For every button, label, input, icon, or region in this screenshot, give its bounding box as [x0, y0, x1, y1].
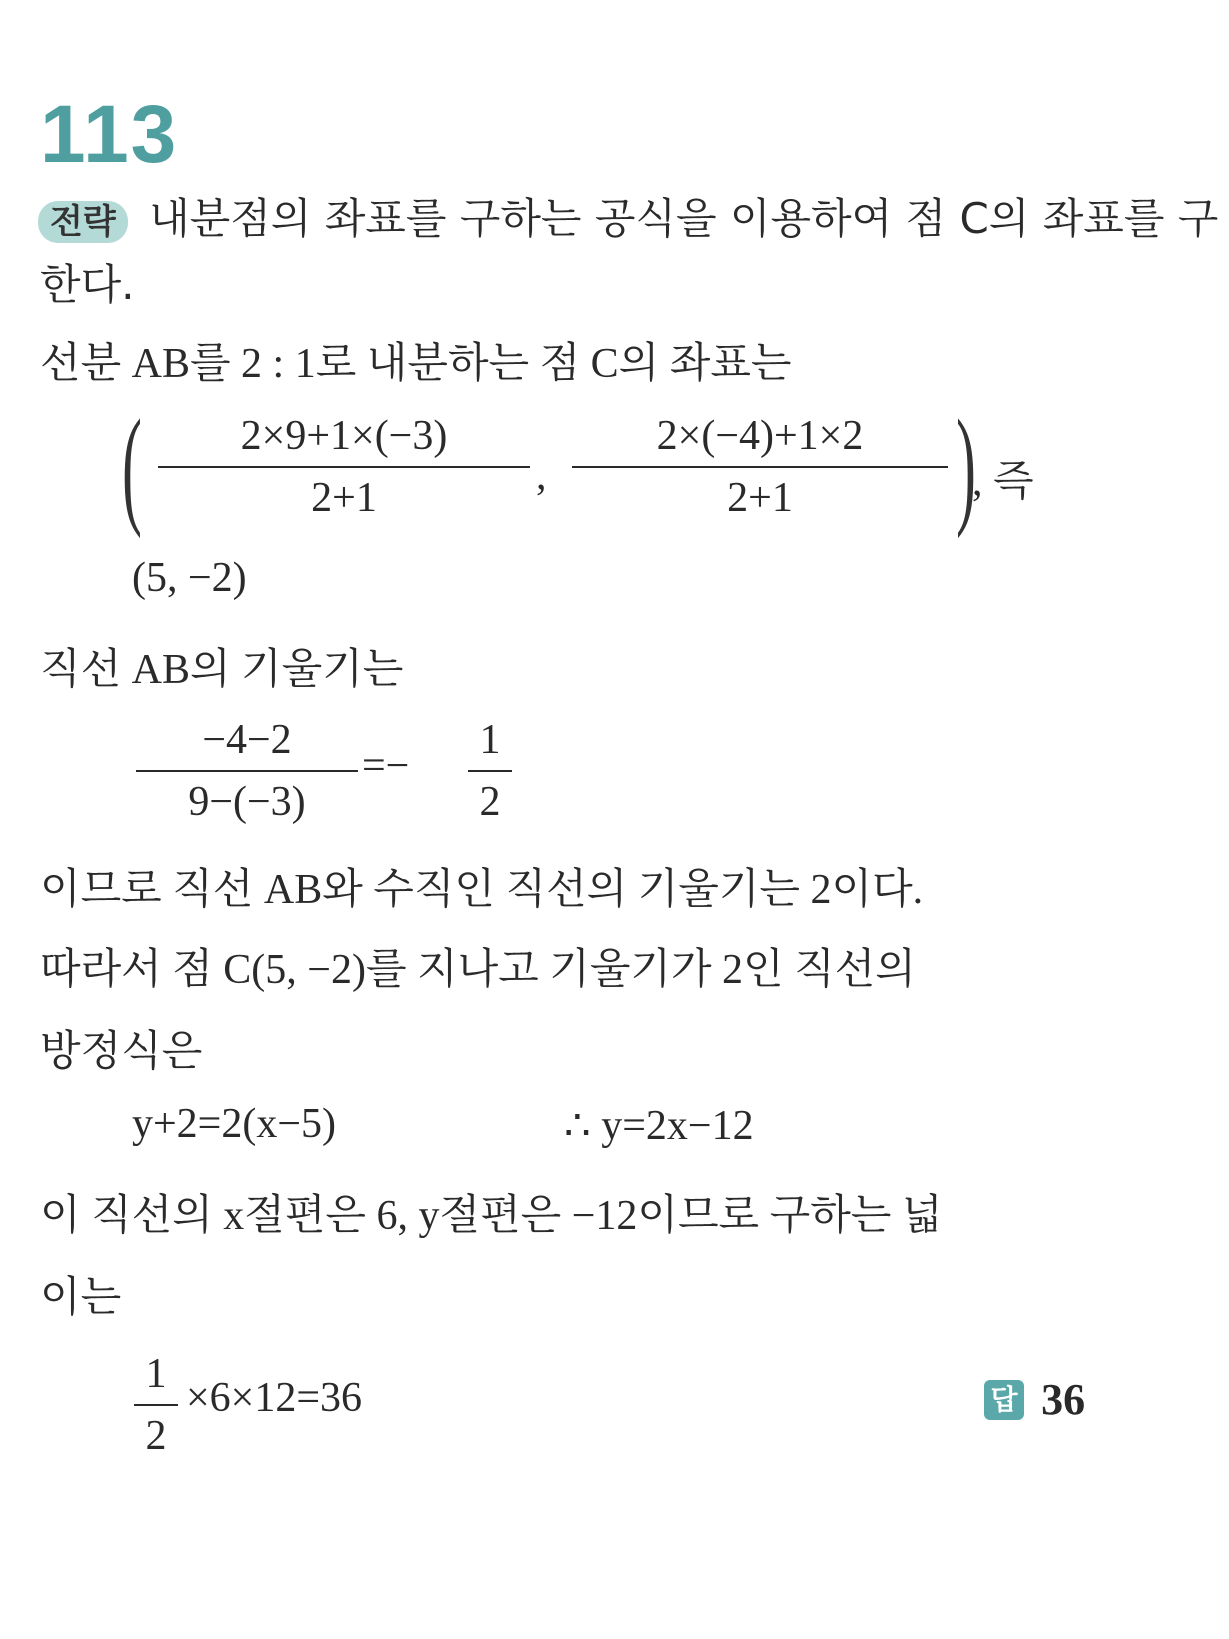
answer-badge: 답: [984, 1380, 1024, 1420]
solution-line-3: 이므로 직선 AB와 수직인 직선의 기울기는 2이다.: [40, 867, 924, 913]
solution-line-5: 방정식은: [40, 1029, 203, 1075]
close-paren: ): [956, 392, 976, 539]
slope-result-fraction: [468, 716, 512, 826]
strategy-line-1: [38, 186, 1218, 246]
fraction-y-numerator: 2×(−4)+1×2: [656, 413, 864, 459]
area-denominator: 2: [145, 1413, 167, 1459]
fraction-x: [158, 412, 530, 522]
point-c-coordinate: (5, −2): [132, 555, 247, 601]
solution-line-4: 따라서 점 C(5, −2)를 지나고 기울기가 2인 직선의: [40, 947, 916, 993]
solution-line-7: 이는: [40, 1275, 122, 1321]
comma: ,: [536, 453, 547, 499]
slope-numerator: −4−2: [202, 717, 292, 763]
fraction-x-numerator: 2×9+1×(−3): [240, 413, 448, 459]
namely-text: , 즉: [972, 459, 1034, 505]
line-equation-result: ∴ y=2x−12: [564, 1103, 754, 1149]
line-equation: y+2=2(x−5): [132, 1101, 337, 1147]
solution-line-1: 선분 AB를 2 : 1로 내분하는 점 C의 좌표는: [40, 341, 792, 387]
fraction-y-denominator: 2+1: [727, 475, 793, 521]
slope-result-bar: [468, 770, 512, 772]
strategy-badge: 전략: [38, 201, 128, 243]
area-bar: [134, 1404, 178, 1406]
slope-fraction: [136, 716, 358, 826]
open-paren: (: [122, 392, 142, 539]
problem-number: 113: [40, 89, 179, 180]
strategy-text-1: 내분점의 좌표를 구하는 공식을 이용하여 점 C의 좌표를 구: [149, 194, 1219, 243]
fraction-y-bar: [572, 466, 948, 468]
solution-line-6: 이 직선의 x절편은 6, y절편은 −12이므로 구하는 넓: [40, 1193, 943, 1239]
slope-result-denominator: 2: [479, 779, 501, 825]
area-fraction: [134, 1350, 178, 1460]
solution-line-2: 직선 AB의 기울기는: [40, 647, 404, 693]
fraction-x-bar: [158, 466, 530, 468]
slope-equals: =−: [362, 743, 410, 789]
slope-denominator: 9−(−3): [188, 779, 306, 825]
area-numerator: 1: [145, 1351, 167, 1397]
slope-bar: [136, 770, 358, 772]
fraction-y: [572, 412, 948, 522]
fraction-x-denominator: 2+1: [311, 475, 377, 521]
slope-result-numerator: 1: [479, 717, 501, 763]
answer-value: 36: [1041, 1375, 1086, 1424]
strategy-text-2: 한다.: [40, 260, 135, 309]
area-expression: ×6×12=36: [186, 1375, 363, 1421]
answer: [984, 1374, 1085, 1425]
